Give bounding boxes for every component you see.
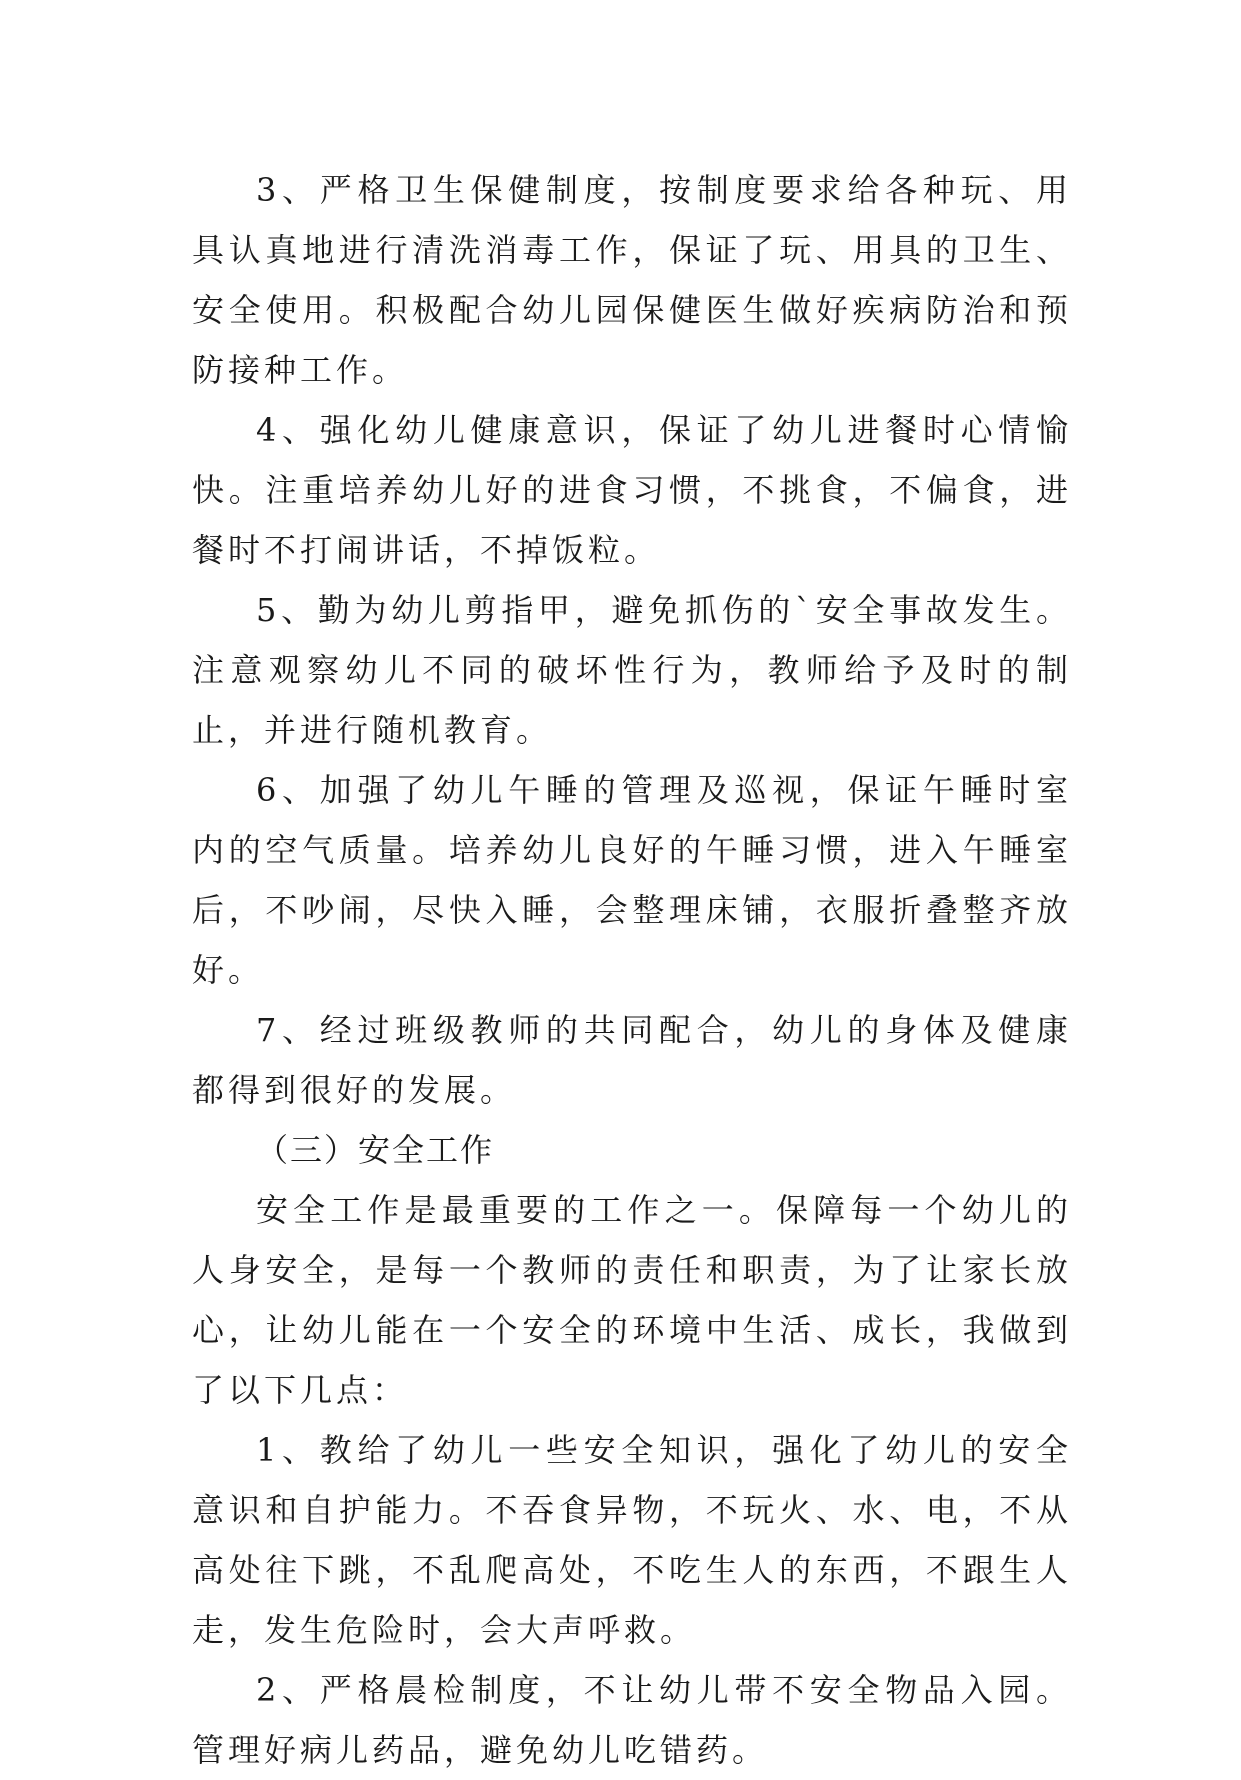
paragraph-safety-1: 1、教给了幼儿一些安全知识，强化了幼儿的安全意识和自护能力。不吞食异物，不玩火、水、电，不从高处往下跳，不乱爬高处，不吃生人的东西，不跟生人走，发生危险时，会大声呼救。	[192, 1431, 1072, 1649]
paragraph-health-7: 7、经过班级教师的共同配合，幼儿的身体及健康都得到很好的发展。	[192, 1011, 1072, 1109]
paragraph-health-3: 3、严格卫生保健制度，按制度要求给各种玩、用具认真地进行清洗消毒工作，保证了玩、用具的卫生、安全使用。积极配合幼儿园保健医生做好疾病防治和预防接种工作。	[192, 171, 1072, 389]
document-body	[192, 160, 1072, 1780]
paragraph-health-5: 5、勤为幼儿剪指甲，避免抓伤的`安全事故发生。注意观察幼儿不同的破坏性行为，教师给予及时的制止，并进行随机教育。	[192, 591, 1072, 749]
paragraph-safety-2: 2、严格晨检制度，不让幼儿带不安全物品入园。管理好病儿药品，避免幼儿吃错药。	[192, 1671, 1072, 1769]
paragraph-health-6: 6、加强了幼儿午睡的管理及巡视，保证午睡时室内的空气质量。培养幼儿良好的午睡习惯，进入午睡室后，不吵闹，尽快入睡，会整理床铺，衣服折叠整齐放好。	[192, 771, 1072, 989]
paragraph-safety-intro: 安全工作是最重要的工作之一。保障每一个幼儿的人身安全，是每一个教师的责任和职责，为了让家长放心，让幼儿能在一个安全的环境中生活、成长，我做到了以下几点：	[192, 1191, 1072, 1409]
section-heading-safety: （三）安全工作	[256, 1131, 495, 1169]
paragraph-health-4: 4、强化幼儿健康意识，保证了幼儿进餐时心情愉快。注重培养幼儿好的进食习惯，不挑食，不偏食，进餐时不打闹讲话，不掉饭粒。	[192, 411, 1072, 569]
